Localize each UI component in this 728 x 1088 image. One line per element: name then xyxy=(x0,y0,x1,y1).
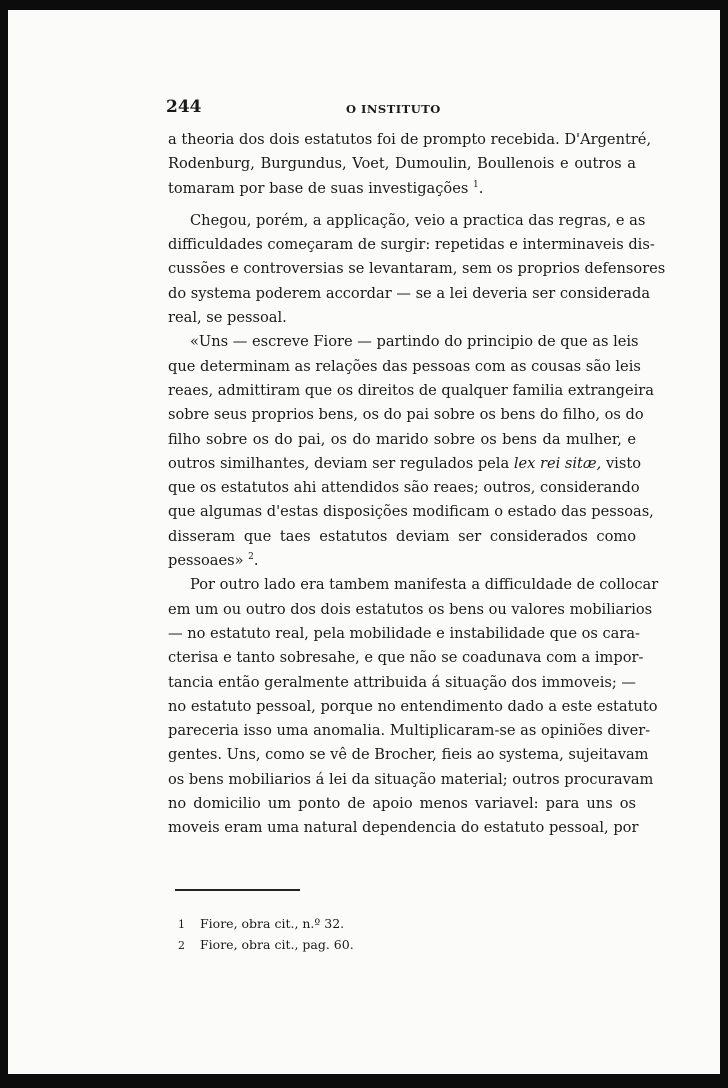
footnote xyxy=(178,914,478,935)
text-line: cussões e controversias se levantaram, sem os proprios defensores xyxy=(168,260,666,278)
text-line: — no estatuto real, pela mobilidade e instabilidade que os cara- xyxy=(168,624,640,642)
text-line: do systema poderem accordar — se a lei deveria ser considerada xyxy=(168,284,651,302)
footnotes xyxy=(178,914,478,956)
text-line: cterisa e tanto sobresahe, e que não se coadunava com a impor- xyxy=(168,649,644,667)
text-line: que determinam as relações das pessoas com as cousas são leis xyxy=(168,357,641,375)
text-line xyxy=(168,177,636,201)
footnote-text: Fiore, obra cit., n.º 32. xyxy=(200,916,345,931)
text-line: «Uns — escreve Fiore — partindo do principio de que as leis xyxy=(190,333,639,351)
text-line: difficuldades começaram de surgir: repetidas e interminaveis dis- xyxy=(168,236,655,254)
text-line: Rodenburg, Burgundus, Voet, Dumoulin, Boullenois e outros a xyxy=(168,155,636,173)
punctuation: . xyxy=(253,552,259,570)
text-line-content: tomaram por base de suas investigações xyxy=(168,179,469,197)
text-line-content: outros similhantes, deviam ser regulados pela xyxy=(168,454,510,472)
footnote-ref: 2 xyxy=(248,552,254,563)
footnote-ref: 1 xyxy=(472,179,479,190)
text-line: no domicilio um ponto de apoio menos variavel: para uns os xyxy=(168,795,636,813)
text-line: pareceria isso uma anomalia. Multiplicaram-se as opiniões diver- xyxy=(168,722,651,740)
italic-term: lex rei sitæ, xyxy=(513,454,602,472)
text-line-content: visto xyxy=(605,454,641,472)
text-line xyxy=(168,452,641,476)
footnote xyxy=(178,935,478,956)
text-line: sobre seus proprios bens, os do pai sobre os bens do filho, os do xyxy=(168,406,644,424)
text-line: que algumas d'estas disposições modificam o estado das pessoas, xyxy=(168,503,654,521)
footnote-text: Fiore, obra cit., pag. 60. xyxy=(200,937,354,952)
text-line-content: pessoaes» xyxy=(168,552,244,570)
text-line: moveis eram uma natural dependencia do estatuto pessoal, por xyxy=(168,819,639,837)
text-line: tancia então geralmente attribuida á situação dos immoveis; — xyxy=(168,673,637,691)
text-line: Chegou, porém, a applicação, veio a practica das regras, e as xyxy=(190,211,646,229)
text-line: no estatuto pessoal, porque no entendimento dado a este estatuto xyxy=(168,697,658,715)
text-line: real, se pessoal. xyxy=(168,309,287,327)
text-line: disseram que taes estatutos deviam ser considerados como xyxy=(168,527,636,545)
footnote-number: 1 xyxy=(178,918,185,931)
punctuation: . xyxy=(478,179,484,197)
text-line: Por outro lado era tambem manifesta a difficuldade de collocar xyxy=(190,576,659,594)
text-line: a theoria dos dois estatutos foi de prompto recebida. D'Argentré, xyxy=(168,131,652,148)
text-line: reaes, admittiram que os direitos de qualquer familia extrangeira xyxy=(168,381,654,399)
text-line: gentes. Uns, como se vê de Brocher, fieis ao systema, sujeitavam xyxy=(168,746,649,764)
text-line xyxy=(168,549,636,573)
text-line: os bens mobiliarios á lei da situação material; outros procuravam xyxy=(168,770,654,788)
text-line: em um ou outro dos dois estatutos os bens ou valores mobiliarios xyxy=(168,600,653,618)
page-number: 244 xyxy=(166,97,202,117)
body-text xyxy=(168,128,666,841)
text-line: que os estatutos ahi attendidos são reaes; outros, considerando xyxy=(168,479,640,497)
footnote-divider xyxy=(175,889,300,891)
running-title: O INSTITUTO xyxy=(346,102,441,116)
text-line: filho sobre os do pai, os do marido sobre os bens da mulher, e xyxy=(168,430,636,448)
footnote-number: 2 xyxy=(178,939,185,952)
